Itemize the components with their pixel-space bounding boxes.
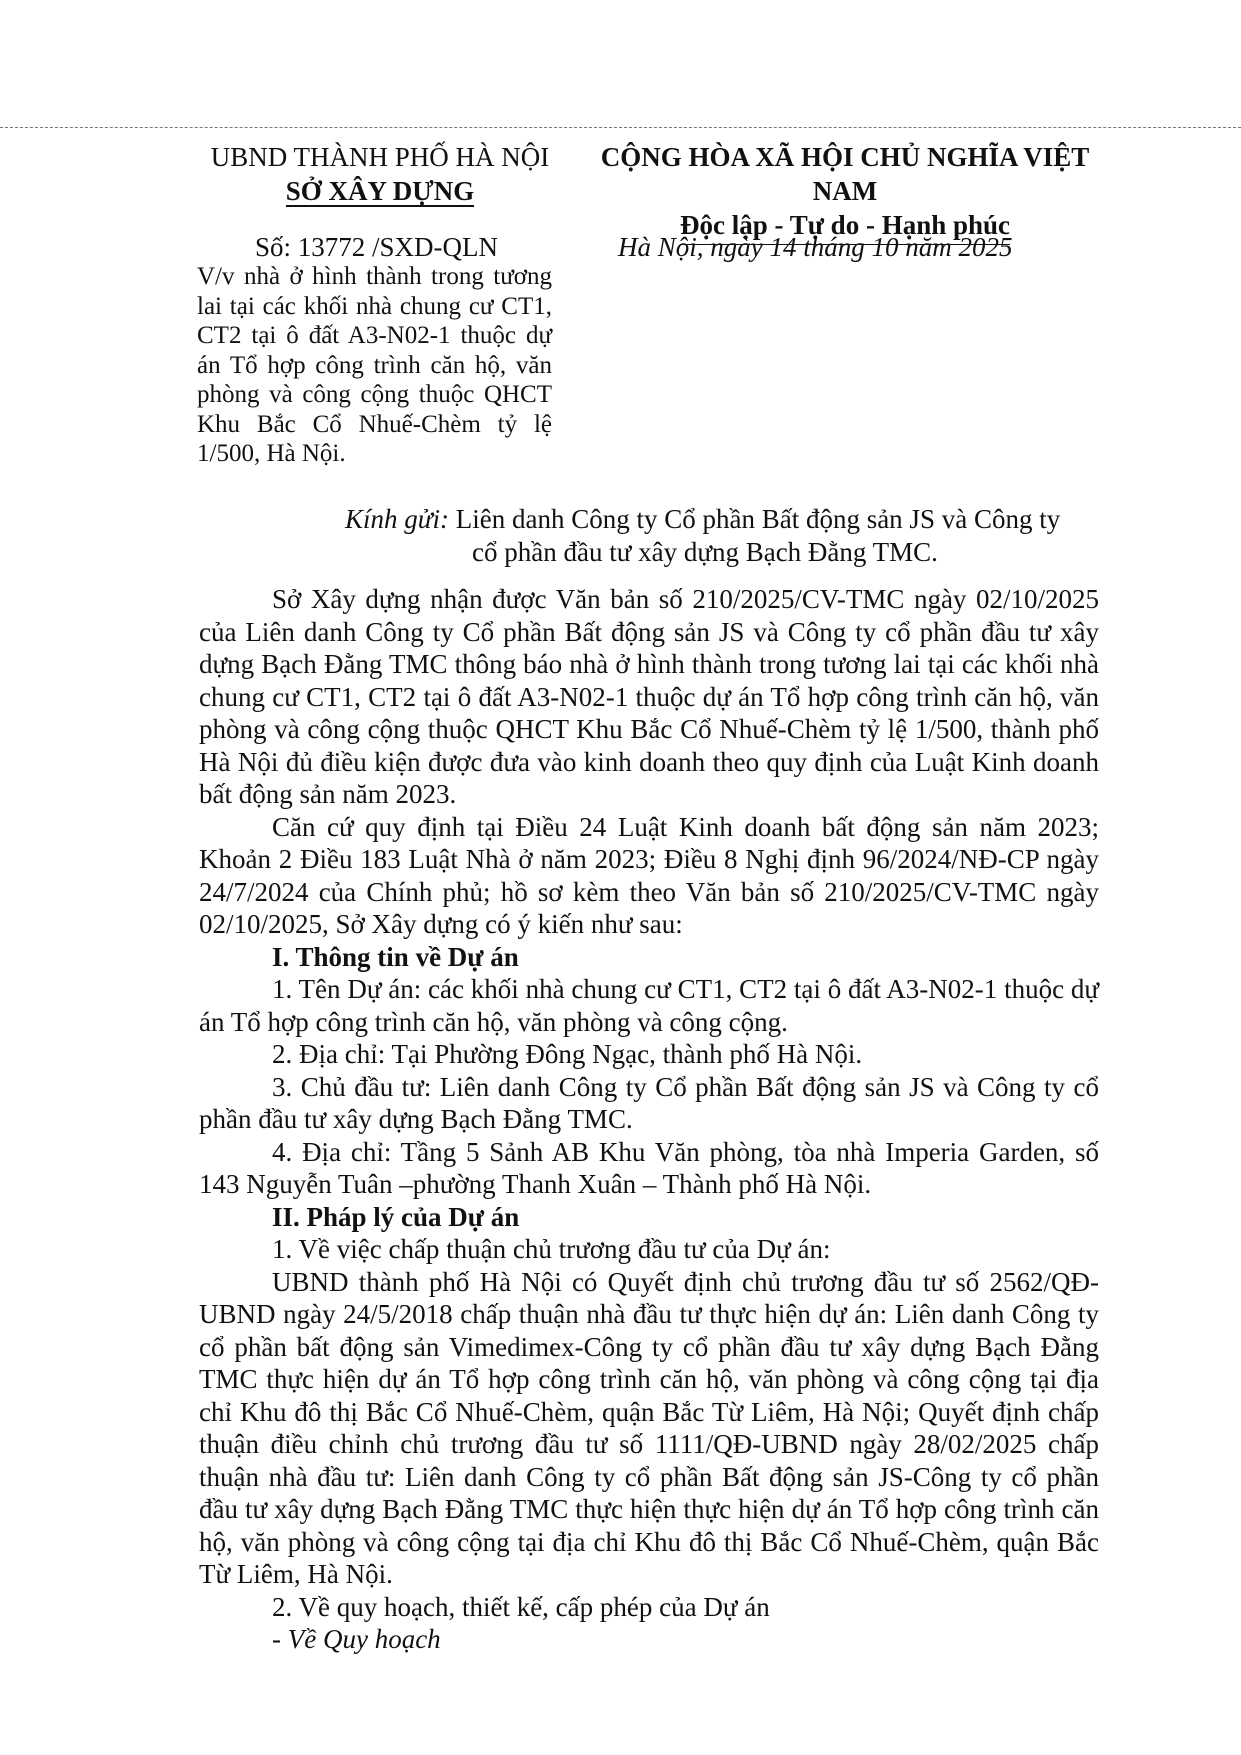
national-header bbox=[585, 140, 1105, 245]
document-body bbox=[199, 583, 1099, 1656]
recipient-line-2: cổ phần đầu tư xây dựng Bạch Đằng TMC. bbox=[472, 537, 938, 567]
issuer-parent: UBND THÀNH PHỐ HÀ NỘI bbox=[210, 142, 550, 172]
issuer-name: SỞ XÂY DỰNG bbox=[285, 176, 475, 206]
recipient-line-1: Liên danh Công ty Cổ phần Bất động sản JS và Công ty bbox=[455, 504, 1061, 534]
list-item: 1. Tên Dự án: các khối nhà chung cư CT1, CT2 tại ô đất A3-N02-1 thuộc dự án Tổ hợp công trình căn hộ, văn phòng và công cộng. bbox=[199, 974, 1099, 1037]
paragraph-basis: Căn cứ quy định tại Điều 24 Luật Kinh doanh bất động sản năm 2023; Khoản 2 Điều 183 Luật Nhà ở năm 2023; Điều 8 Nghị định 96/2024/NĐ-CP ngày 24/7/2024 của Chính phủ; hồ sơ kèm theo Văn bản số 210/2025/CV-TMC ngày 02/10/2025, Sở Xây dựng có ý kiến như sau: bbox=[199, 811, 1099, 939]
document-number: Số: 13772 /SXD-QLN bbox=[255, 232, 499, 262]
subsection-planning: - Về Quy hoạch bbox=[272, 1624, 441, 1654]
document-subject: V/v nhà ở hình thành trong tương lai tại các khối nhà chung cư CT1, CT2 tại ô đất A3-N02-1 thuộc dự án Tổ hợp công trình căn hộ, văn phòng và công cộng thuộc QHCT Khu Bắc Cổ Nhuế-Chèm tỷ lệ 1/500, Hà Nội. bbox=[197, 263, 552, 467]
document-date: Hà Nội, ngày 14 tháng 10 năm 2025 bbox=[618, 232, 1013, 262]
recipient-block bbox=[345, 503, 1105, 569]
national-motto: Độc lập - Tự do - Hạnh phúc bbox=[680, 208, 1010, 245]
list-item: 4. Địa chỉ: Tầng 5 Sảnh AB Khu Văn phòng, tòa nhà Imperia Garden, số 143 Nguyễn Tuân –phường Thanh Xuân – Thành phố Hà Nội. bbox=[199, 1136, 1099, 1199]
top-dashed-rule bbox=[0, 127, 1241, 128]
nation-title: CỘNG HÒA XÃ HỘI CHỦ NGHĨA VIỆT NAM bbox=[600, 142, 1090, 206]
list-item: 2. Địa chỉ: Tại Phường Đông Ngạc, thành phố Hà Nội. bbox=[272, 1039, 863, 1069]
subsection-2: 2. Về quy hoạch, thiết kế, cấp phép của Dự án bbox=[272, 1591, 770, 1622]
list-item: 3. Chủ đầu tư: Liên danh Công ty Cổ phần Bất động sản JS và Công ty cổ phần đầu tư xây dựng Bạch Đằng TMC. bbox=[199, 1071, 1099, 1134]
recipient-label: Kính gửi: bbox=[345, 504, 449, 534]
paragraph-intro: Sở Xây dựng nhận được Văn bản số 210/2025/CV-TMC ngày 02/10/2025 của Liên danh Công ty Cổ phần Bất động sản JS và Công ty cổ phần đầu tư xây dựng Bạch Đằng TMC thông báo nhà ở hình thành trong tương lai tại các khối nhà chung cư CT1, CT2 tại ô đất A3-N02-1 thuộc dự án Tổ hợp công trình căn hộ, văn phòng và công cộng thuộc QHCT Khu Bắc Cổ Nhuế-Chèm tỷ lệ 1/500, thành phố Hà Nội đủ điều kiện được đưa vào kinh doanh theo quy định của Luật Kinh doanh bất động sản năm 2023. bbox=[199, 584, 1099, 809]
paragraph-investment: UBND thành phố Hà Nội có Quyết định chủ trương đầu tư số 2562/QĐ-UBND ngày 24/5/2018 chấp thuận nhà đầu tư thực hiện dự án: Liên danh Công ty cổ phần bất động sản Vimedimex-Công ty cổ phần đầu tư xây dựng Bạch Đằng TMC thực hiện dự án Tổ hợp công trình căn hộ, văn phòng và công cộng tại địa chỉ Khu đô thị Bắc Cổ Nhuế-Chèm, quận Bắc Từ Liêm, Hà Nội; Quyết định chấp thuận điều chỉnh chủ trương đầu tư số 1111/QĐ-UBND ngày 28/02/2025 chấp thuận nhà đầu tư: Liên danh Công ty cổ phần Bất động sản JS-Công ty cổ phần đầu tư xây dựng Bạch Đằng TMC thực hiện thực hiện dự án Tổ hợp công trình căn hộ, văn phòng và công cộng tại địa chỉ Khu đô thị Bắc Cổ Nhuế-Chèm, quận Bắc Từ Liêm, Hà Nội. bbox=[199, 1266, 1099, 1589]
issuer-block bbox=[190, 140, 570, 208]
section-heading-1: I. Thông tin về Dự án bbox=[272, 941, 519, 972]
subsection-1: 1. Về việc chấp thuận chủ trương đầu tư của Dự án: bbox=[272, 1234, 831, 1264]
section-heading-2: II. Pháp lý của Dự án bbox=[272, 1201, 520, 1232]
